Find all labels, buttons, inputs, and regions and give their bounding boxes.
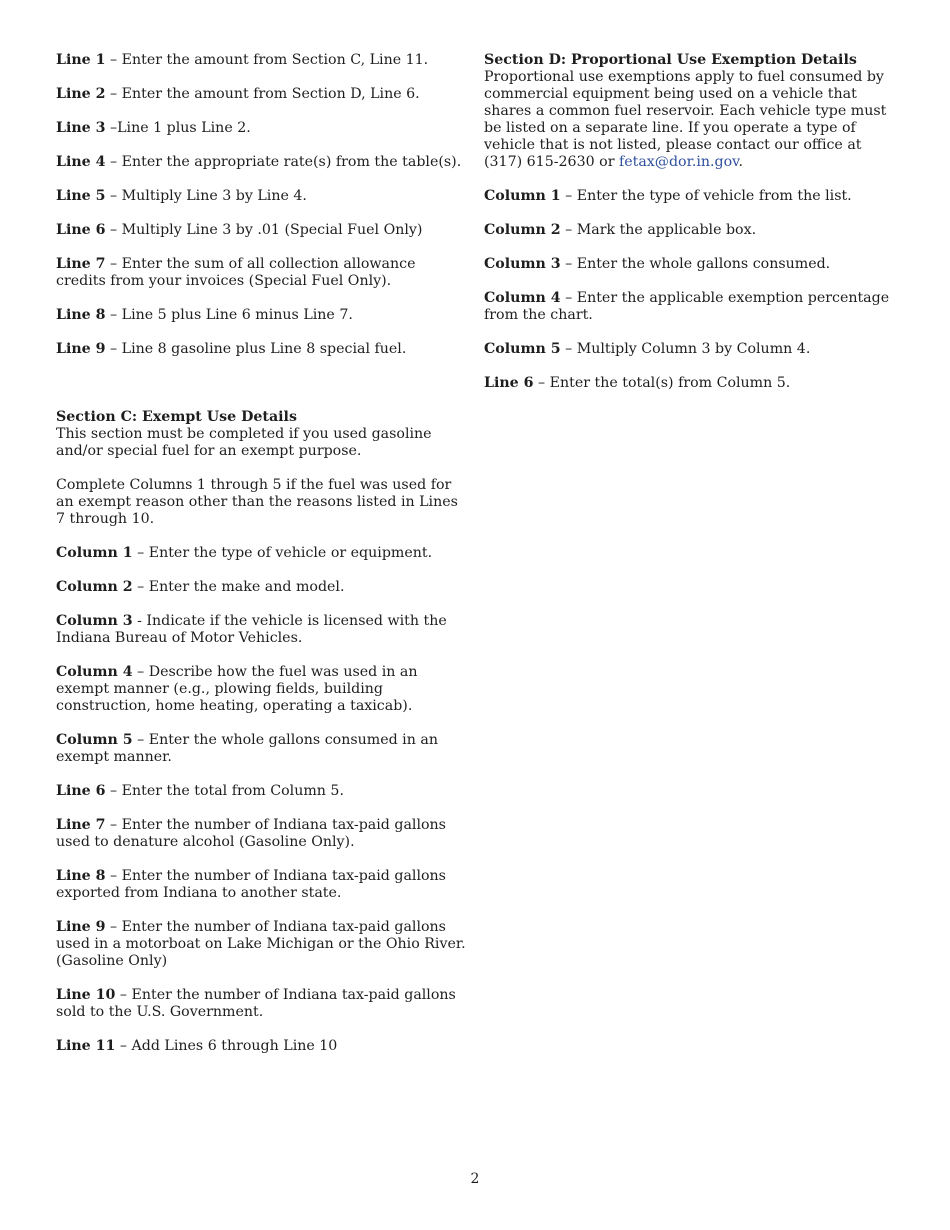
section-c-item-term: Line 10	[56, 987, 116, 1003]
section-b-line-item	[56, 52, 468, 69]
section-b-line-item	[56, 154, 468, 171]
section-d-item	[484, 375, 894, 392]
section-d-item	[484, 222, 894, 239]
section-b-line-item	[56, 188, 468, 205]
section-b-line-item-text: – Line 8 gasoline plus Line 8 special fuel.	[105, 341, 407, 357]
section-c-intro: This section must be completed if you used gasoline and/or special fuel for an exempt purpose.	[56, 426, 432, 459]
section-c-item	[56, 545, 468, 562]
section-b-line-item	[56, 120, 468, 137]
section-c-item-text: - Indicate if the vehicle is licensed with the Indiana Bureau of Motor Vehicles.	[56, 613, 447, 646]
section-b-line-item	[56, 256, 468, 290]
section-c-item-term: Line 6	[56, 783, 106, 799]
section-d-item-text: – Enter the whole gallons consumed.	[560, 256, 831, 272]
section-c-item	[56, 613, 468, 647]
section-c-items	[56, 545, 468, 1055]
section-c-item-term: Line 9	[56, 919, 106, 935]
section-b-line-item-term: Line 8	[56, 307, 106, 323]
section-d-items	[484, 188, 894, 392]
section-c-item-text: – Enter the total from Column 5.	[105, 783, 344, 799]
right-column	[484, 52, 894, 409]
section-c-item-term: Column 4	[56, 664, 133, 680]
section-d-item-term: Column 3	[484, 256, 561, 272]
section-c-item	[56, 817, 468, 851]
section-d-item-text: – Multiply Column 3 by Column 4.	[560, 341, 811, 357]
section-d-item-text: – Mark the applicable box.	[560, 222, 757, 238]
section-c-item-text: – Add Lines 6 through Line 10	[115, 1038, 338, 1054]
section-c-item-text: – Enter the number of Indiana tax-paid gallons used in a motorboat on Lake Michigan or the Ohio River. (Gasoline Only)	[56, 919, 466, 969]
section-c-item	[56, 987, 468, 1021]
section-c-item	[56, 732, 468, 766]
section-d-item-text: – Enter the type of vehicle from the list.	[560, 188, 852, 204]
section-b-line-item-term: Line 6	[56, 222, 106, 238]
section-c-item-text: – Enter the number of Indiana tax-paid gallons sold to the U.S. Government.	[56, 987, 456, 1020]
section-d	[484, 52, 894, 392]
section-c-columns-note: Complete Columns 1 through 5 if the fuel was used for an exempt reason other than the reasons listed in Lines 7 through 10.	[56, 477, 458, 527]
section-b-line-item-term: Line 2	[56, 86, 106, 102]
section-d-intro: Proportional use exemptions apply to fuel consumed by commercial equipment being used on a vehicle that shares a common fuel reservoir. Each vehicle type must be listed on a separate line. If you operate a type of vehicle that is not listed, please contact our office at (317) 615-2630 or	[484, 69, 887, 170]
left-column	[56, 52, 468, 1072]
section-c-item	[56, 919, 468, 970]
section-c-title: Section C: Exempt Use Details	[56, 409, 297, 425]
section-c-item	[56, 783, 468, 800]
section-b-line-item-text: – Enter the amount from Section C, Line 11.	[105, 52, 429, 68]
section-d-item-term: Column 1	[484, 188, 561, 204]
section-b-line-item-text: – Multiply Line 3 by Line 4.	[105, 188, 307, 204]
section-b-line-item-text: – Line 5 plus Line 6 minus Line 7.	[105, 307, 353, 323]
section-d-item-term: Column 4	[484, 290, 561, 306]
section-d-header	[484, 52, 894, 171]
section-d-item-term: Column 5	[484, 341, 561, 357]
section-b-instructions	[56, 52, 468, 358]
section-d-item	[484, 341, 894, 358]
section-c-header	[56, 409, 468, 460]
section-c-item-term: Column 2	[56, 579, 133, 595]
section-d-item	[484, 290, 894, 324]
email-link[interactable]: fetax@dor.in.gov	[618, 154, 739, 170]
section-c-item-text: – Enter the whole gallons consumed in an exempt manner.	[56, 732, 438, 765]
section-d-item	[484, 256, 894, 273]
section-c-item-term: Column 5	[56, 732, 133, 748]
section-c-item-term: Line 8	[56, 868, 106, 884]
section-b-line-item-text: – Multiply Line 3 by .01 (Special Fuel Only)	[105, 222, 423, 238]
section-c-item	[56, 664, 468, 715]
section-c-item-text: – Enter the number of Indiana tax-paid gallons exported from Indiana to another state.	[56, 868, 446, 901]
section-spacer	[56, 375, 468, 409]
section-c-item-text: – Enter the make and model.	[132, 579, 345, 595]
section-c-item	[56, 1038, 468, 1055]
section-c-item	[56, 868, 468, 902]
section-b-line-item	[56, 86, 468, 103]
section-c-item	[56, 579, 468, 596]
section-b-line-item-text: – Enter the appropriate rate(s) from the table(s).	[105, 154, 462, 170]
section-d-item	[484, 188, 894, 205]
section-c-item-term: Column 3	[56, 613, 133, 629]
section-c	[56, 409, 468, 1055]
section-d-item-text: – Enter the total(s) from Column 5.	[533, 375, 791, 391]
section-b-line-item-text: – Enter the amount from Section D, Line 6.	[105, 86, 420, 102]
section-b-line-item-term: Line 3	[56, 120, 106, 136]
section-c-item-term: Column 1	[56, 545, 133, 561]
section-d-item-term: Line 6	[484, 375, 534, 391]
section-c-item-term: Line 11	[56, 1038, 116, 1054]
page-number: 2	[470, 1171, 480, 1187]
section-d-item-text: – Enter the applicable exemption percentage from the chart.	[484, 290, 890, 323]
section-c-item-text: – Enter the type of vehicle or equipment.	[132, 545, 433, 561]
section-b-line-item-text: – Enter the sum of all collection allowance credits from your invoices (Special Fuel Only).	[56, 256, 416, 289]
section-c-item-text: – Enter the number of Indiana tax-paid gallons used to denature alcohol (Gasoline Only).	[56, 817, 446, 850]
section-d-item-term: Column 2	[484, 222, 561, 238]
section-d-title: Section D: Proportional Use Exemption Details	[484, 52, 857, 68]
section-b-line-item-term: Line 9	[56, 341, 106, 357]
section-b-line-item-term: Line 7	[56, 256, 106, 272]
section-b-line-item-text: –Line 1 plus Line 2.	[105, 120, 251, 136]
section-d-intro-end: .	[738, 154, 743, 170]
section-b-line-item-term: Line 4	[56, 154, 106, 170]
section-c-item-text: – Describe how the fuel was used in an exempt manner (e.g., plowing fields, building construction, home heating, operating a taxicab).	[56, 664, 418, 714]
section-b-line-item	[56, 222, 468, 239]
section-b-line-item	[56, 307, 468, 324]
section-b-line-item	[56, 341, 468, 358]
section-b-line-item-term: Line 5	[56, 188, 106, 204]
section-c-item-term: Line 7	[56, 817, 106, 833]
section-b-line-item-term: Line 1	[56, 52, 106, 68]
